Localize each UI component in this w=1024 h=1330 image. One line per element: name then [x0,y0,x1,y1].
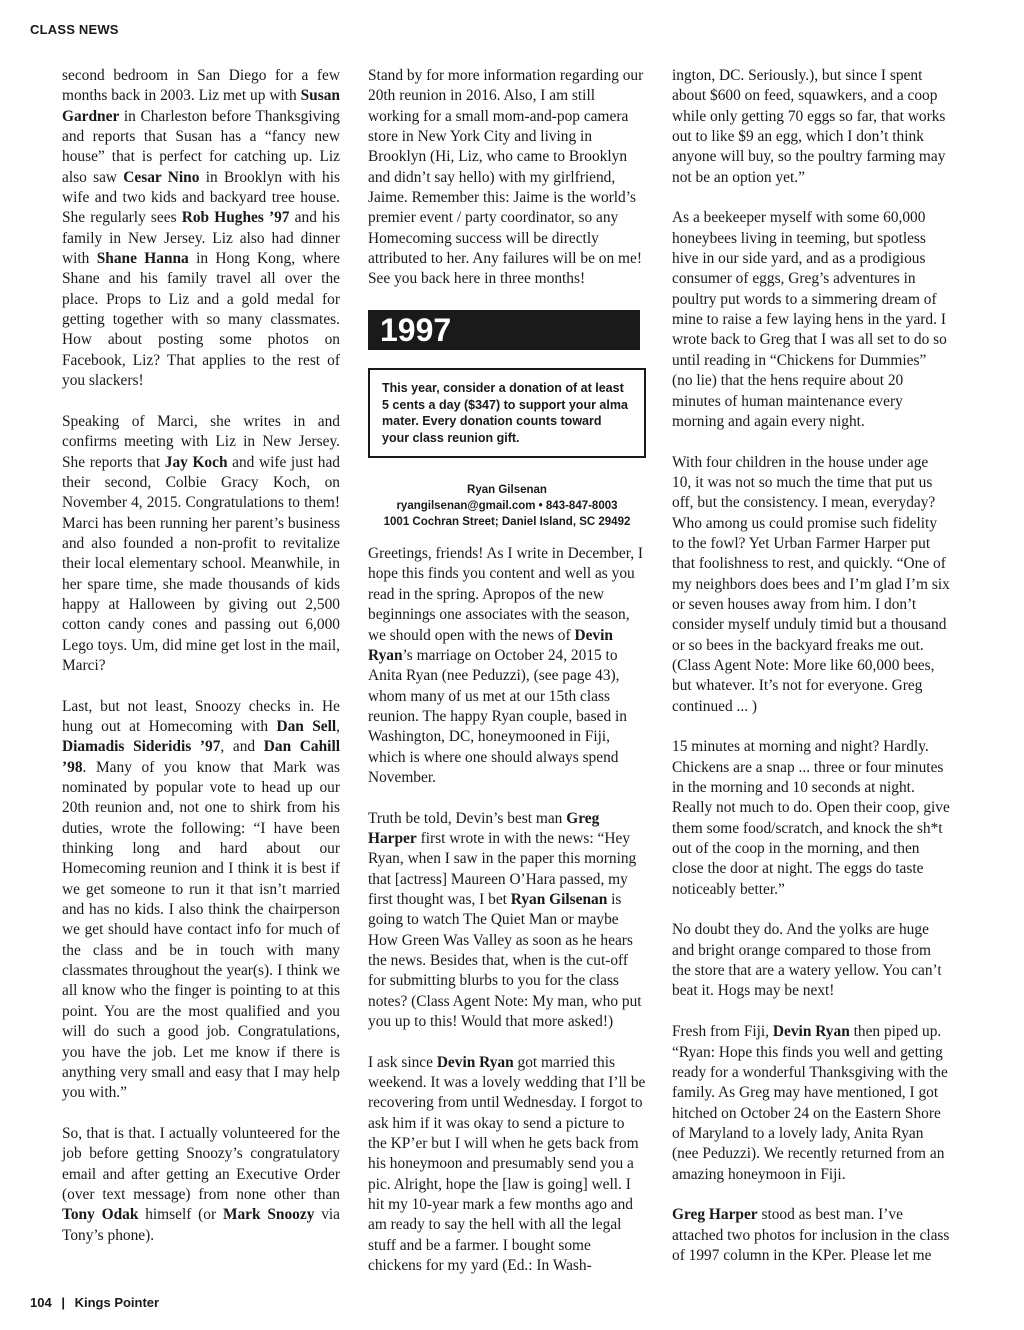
classmate-name: Ryan Gilsenan [510,890,608,908]
column-2 [368,66,646,1297]
class-agent-contact [368,482,646,530]
paragraph: ington, DC. Seriously.), but since I spent about $600 on feed, squawkers, and a coop while only getting 70 eggs so far, that works out to like $9 an egg, which I don’t think anyone will buy, so the poultry farming may not be an option yet.” [672,67,946,186]
classmate-name: Greg Harper [368,809,600,847]
classmate-name: Dan Sell [276,718,337,735]
column-1 [62,66,340,1266]
classmate-name: Shane Hanna [96,250,189,268]
paragraph: With four children in the house under age 10, it was not so much the time that put us off, but the consistency. I mean, everyday? Who among us could promise such fidelity to the fowl? Yet Urban Farmer Harper put that foolishness to rest, and quickly. “One of my neighbors does bees and I’m glad I’m six or seven houses away from him. I don’t consider myself unduly timid but a thousand or so bees in the backyard freaks me out. (Class Agent Note: More like 60,000 bees, but whatever. It’s not for everyone. Greg continued ... ) [672,453,950,715]
classmate-name: Jay Koch [164,453,228,471]
classmate-name: Mark Snoozy [222,1206,315,1224]
classmate-name: Greg Harper [672,1206,758,1224]
page-number: 104 [30,1295,52,1310]
paragraph: Last, but not least, Snoozy checks in. He hung out at Homecoming with Dan Sell, Diamadis Sideridis ’97, and Dan Cahill ’98. Many of you know that Mark was nominated by popular vote to head up our 20th reunion and, not one to shirk from his duties, wrote the following: “I have been thinking long and hard about our Homecoming reunion and I think it is best if we get someone to run it that isn’t married and has no kids. I also think the chairperson we get should have contact info for much of the class and be in touch with many classmates throughout the year(s). I think we all know who the finger is pointing to at this point. You are the most qualified and you will do such a good job. Congratulations, you have the job. Let me know if there is anything very small and easy that I may help you with.” [62,697,340,1102]
classmate-name: Cesar Nino [123,168,200,186]
paragraph: Stand by for more information regarding our 20th reunion in 2016. Also, I am still working for a small mom-and-pop camera store in New York City and living in Brooklyn (Hi, Liz, who came to Brooklyn and didn’t say hello) with my girlfriend, Jaime. Remember this: Jaime is the world’s premier event / party coordinator, so any Homecoming success will be directly attributed to her. Any failures will be on me! See you back here in three months! [368,67,644,288]
classmate-name: Devin Ryan [436,1053,514,1071]
classmate-name: Devin Ryan [772,1023,850,1041]
classmate-name: Devin Ryan [368,626,613,664]
paragraph: So, that is that. I actually volunteered for the job before getting Snoozy’s congratulatory email and after getting an Executive Order (over text message) from none other than Tony Odak himself (or Mark Snoozy via Tony’s phone). [62,1124,341,1244]
class-year-banner: 1997 [368,310,640,350]
agent-email-phone: ryangilsenan@gmail.com • 843-847-8003 [396,500,618,513]
paragraph: second bedroom in San Diego for a few months back in 2003. Liz met up with Susan Gardner in Charleston before Thanksgiving and reports that Susan has a “fancy new house” that is perfect for catching up. Liz also saw Cesar Nino in Brooklyn with his wife and two kids and backyard tree house. She regularly sees Rob Hughes ’97 and his family in New Jersey. Liz also had dinner with Shane Hanna in Hong Kong, where Shane and his family travel all over the place. Props to Liz and a gold medal for getting together with so many classmates. How about posting some photos on Facebook, Liz? That applies to the rest of you slackers! [62,67,340,390]
section-header: CLASS NEWS [30,22,119,37]
paragraph: Greetings, friends! As I write in December, I hope this finds you content and well as you read in the spring. Apropos of the new beginnings one associates with the season, we should open with the news of Devin Ryan’s marriage on October 24, 2015 to Anita Ryan (nee Peduzzi), (see page 43), whom many of us met at our 15th class reunion. The happy Ryan couple, based in Washington, DC, honeymooned in Fiji, which is where one should always spend November. [368,545,644,786]
column-3 [672,66,950,1287]
paragraph: 15 minutes at morning and night? Hardly. Chickens are a snap ... three or four minutes in the morning and 10 seconds at night. Really not much to do. Open their coop, give them some food/scratch, and knock the sh*t out of the coop in the morning, and then close the door at night. The eggs do taste noticeably better.” [672,738,950,898]
footer-separator: | [61,1295,65,1310]
paragraph: As a beekeeper myself with some 60,000 honeybees living in teeming, but spotless hive in our side yard, and as a prodigious consumer of eggs, Greg’s adventures in poultry put words to a simmering dream of mine to raise a few laying hens in the yard. I wrote back to Greg that I was all set to do so until reading in “Chickens for Dummies” (no lie) that the hens require about 20 minutes of human maintenance every morning and again every night. [672,209,947,430]
classmate-name: Rob Hughes ’97 [181,209,290,227]
page-footer [30,1295,159,1310]
donation-box: This year, consider a donation of at least 5 cents a day ($347) to support your alma mater. Every donation counts toward your class reunion gift. [368,368,646,458]
paragraph: Truth be told, Devin’s best man Greg Harper first wrote in with the news: “Hey Ryan, when I saw in the paper this morning that [actress] Maureen O’Hara passed, my first thought was, I bet Ryan Gilsenan is going to watch The Quiet Man or maybe How Green Was Valley as soon as he hears the news. Besides that, when is the cut-off for submitting blurbs to you for the class notes? (Class Agent Note: My man, who put you up to this! Would that more asked!) [368,809,642,1031]
classmate-name: Tony Odak [62,1206,139,1224]
paragraph: Greg Harper stood as best man. I’ve attached two photos for inclusion in the class of 1997 column in the KPer. Please let me [672,1206,950,1264]
agent-address: 1001 Cochran Street; Daniel Island, SC 29492 [383,516,631,529]
publication-name: Kings Pointer [74,1295,160,1310]
classmate-name: Susan Gardner [62,87,340,125]
classmate-name: Dan Cahill ’98 [62,738,340,776]
paragraph: Fresh from Fiji, Devin Ryan then piped up. “Ryan: Hope this finds you well and getting ready for a wonderful Thanksgiving with the family. As Greg may have mentioned, I got hitched on October 24 on the Eastern Shore of Maryland to a lovely lady, Anita Ryan (nee Peduzzi). We recently returned from an amazing honeymoon in Fiji. [672,1023,948,1183]
agent-name: Ryan Gilsenan [467,484,547,497]
paragraph: I ask since Devin Ryan got married this weekend. It was a lovely wedding that I’ll be recovering from until Wednesday. I forgot to ask him if it was okay to send a picture to the KP’er but I will when he gets back from his honeymoon and presumably send you a pic. Alright, hope the [law is going] well. I hit my 10-year mark a few months ago and am ready to say the hell with all the legal stuff and be a farmer. I bought some chickens for my yard (Ed.: In Wash- [368,1053,646,1275]
paragraph: No doubt they do. And the yolks are huge and bright orange compared to those from the store that are a watery yellow. You can’t beat it. Hogs may be next! [672,921,942,1000]
paragraph: Speaking of Marci, she writes in and confirms meeting with Liz in New Jersey. She reports that Jay Koch and wife just had their second, Colbie Gracy Koch, on November 4, 2015. Congratulations to them! Marci has been running her parent’s business and also founded a non-profit to revitalize their local elementary school. Meanwhile, in her spare time, she made thousands of kids happy at Halloween by giving out 2,500 cotton candy cones and passing out 6,000 Lego toys. Um, did mine get lost in the mail, Marci? [62,412,340,674]
classmate-name: Diamadis Sideridis ’97 [62,738,221,756]
